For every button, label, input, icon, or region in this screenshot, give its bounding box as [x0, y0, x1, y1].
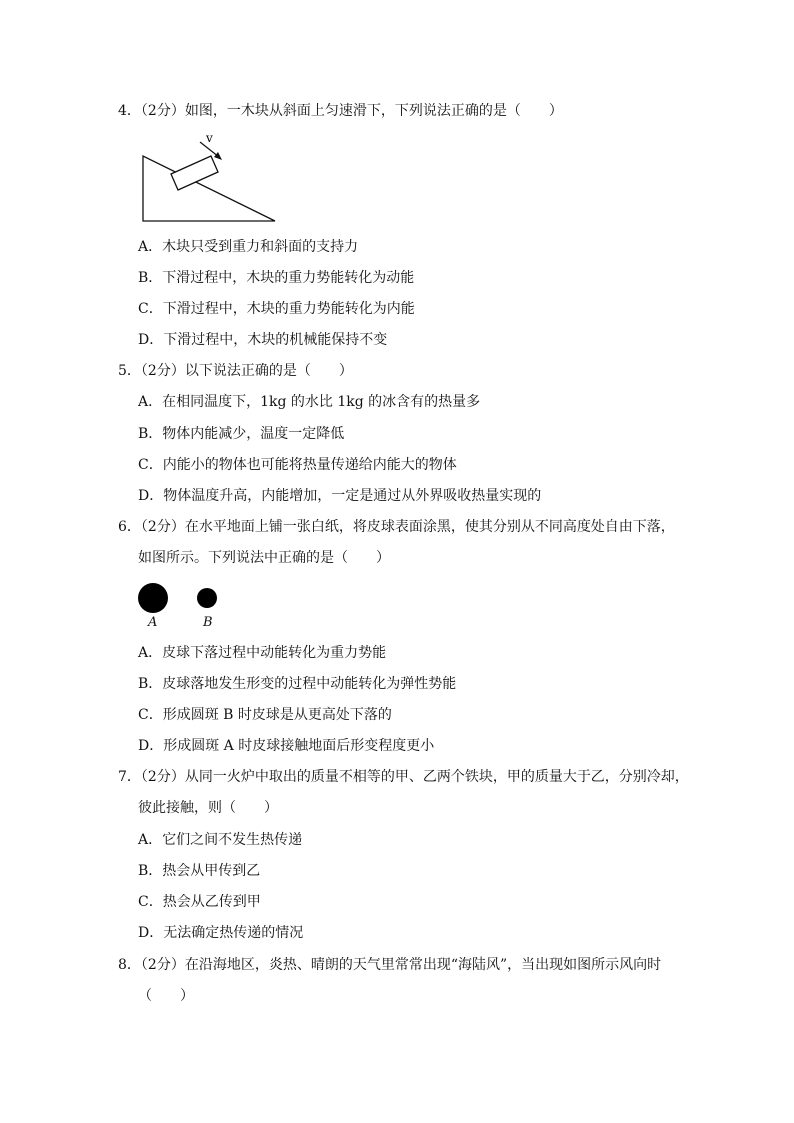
q7-option-c: C．热会从乙传到甲 — [138, 894, 261, 910]
q7-option-d: D．无法确定热传递的情况 — [138, 925, 304, 941]
question-6-stem-line-1: 6．（2分）在水平地面上铺一张白纸，将皮球表面涂黑，使其分别从不同高度处自由下落， — [118, 519, 675, 535]
q4-option-a: A．木块只受到重力和斜面的支持力 — [138, 239, 359, 255]
velocity-arrow-head — [214, 152, 222, 160]
velocity-label: v — [206, 131, 213, 145]
spots-figure — [136, 581, 226, 615]
question-7-stem-line-2: 彼此接触，则（ ） — [138, 800, 278, 816]
q7-option-a: A．它们之间不发生热传递 — [138, 832, 303, 848]
q6-option-c: C．形成圆斑 B 时皮球是从更高处下落的 — [138, 707, 392, 723]
question-4-stem: 4．（2分）如图，一木块从斜面上匀速滑下，下列说法正确的是（ ） — [118, 103, 563, 119]
q4-option-b: B．下滑过程中，木块的重力势能转化为动能 — [138, 270, 415, 286]
incline-figure — [138, 128, 283, 224]
spot-b — [197, 588, 217, 608]
question-5-stem: 5．（2分）以下说法正确的是（ ） — [118, 363, 353, 379]
spot-a-label: A — [148, 615, 158, 630]
wooden-block — [171, 156, 218, 190]
q5-option-c: C．内能小的物体也可能将热量传递给内能大的物体 — [138, 457, 457, 473]
question-6-stem-line-2: 如图所示。下列说法中正确的是（ ） — [138, 550, 390, 566]
q4-option-c: C．下滑过程中，木块的重力势能转化为内能 — [138, 301, 415, 317]
question-7-stem-line-1: 7．（2分）从同一火炉中取出的质量不相等的甲、乙两个铁块，甲的质量大于乙，分别冷却， — [118, 769, 689, 785]
q5-option-a: A．在相同温度下，1kg 的水比 1kg 的冰含有的热量多 — [138, 394, 481, 410]
spot-b-label: B — [203, 615, 213, 630]
q5-option-d: D．物体温度升高，内能增加，一定是通过从外界吸收热量实现的 — [138, 488, 542, 504]
q6-option-b: B．皮球落地发生形变的过程中动能转化为弹性势能 — [138, 676, 457, 692]
q5-option-b: B．物体内能减少，温度一定降低 — [138, 426, 345, 442]
q7-option-b: B．热会从甲传到乙 — [138, 863, 261, 879]
question-8-stem-line-2: （ ） — [138, 988, 194, 1004]
question-8-stem-line-1: 8．（2分）在沿海地区，炎热、晴朗的天气里常常出现“海陆风”，当出现如图所示风向时 — [118, 957, 662, 973]
q4-option-d: D．下滑过程中，木块的机械能保持不变 — [138, 332, 388, 348]
spot-a — [138, 583, 168, 613]
q6-option-d: D．形成圆斑 A 时皮球接触地面后形变程度更小 — [138, 738, 435, 754]
q6-option-a: A．皮球下落过程中动能转化为重力势能 — [138, 645, 387, 661]
